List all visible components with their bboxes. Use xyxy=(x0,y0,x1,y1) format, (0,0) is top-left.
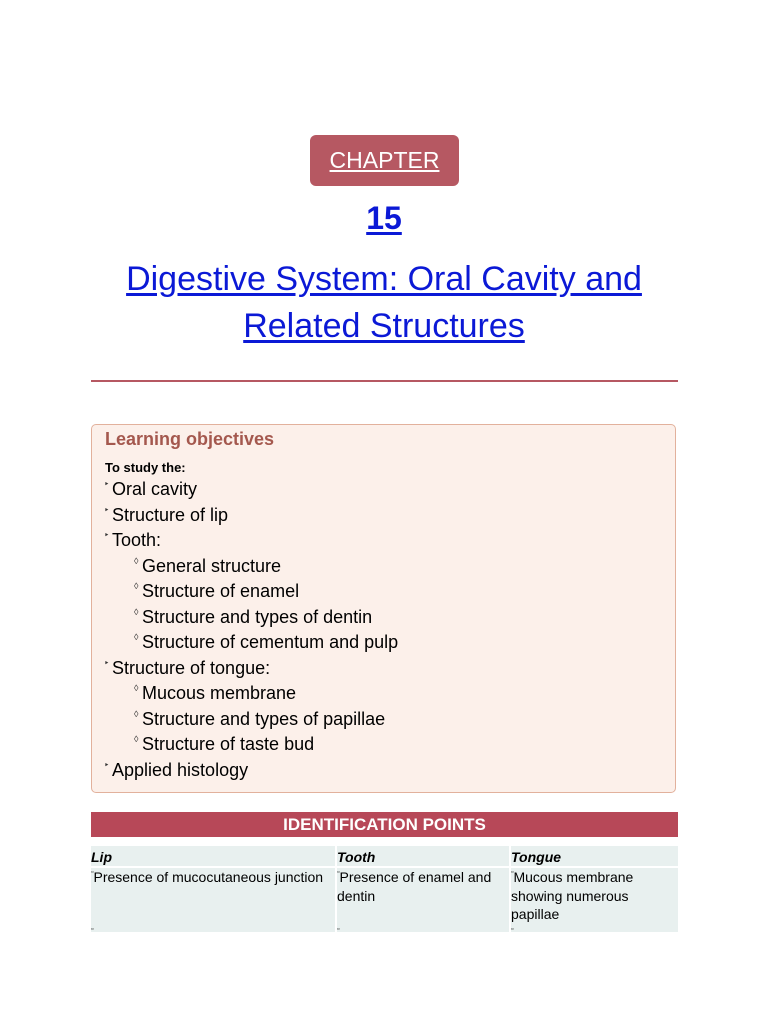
objective-subitem xyxy=(104,579,398,605)
triangle-bullet-icon: ‣ xyxy=(104,759,110,770)
diamond-bullet-icon: ◊ xyxy=(134,683,139,693)
objective-label: Mucous membrane xyxy=(142,683,297,703)
objective-subitem xyxy=(104,605,398,631)
learning-objectives-box xyxy=(91,424,676,793)
diamond-bullet-icon: ◊ xyxy=(134,555,139,566)
triangle-bullet-icon: ‣ xyxy=(104,657,110,668)
objective-subitem xyxy=(104,554,398,580)
objective-label: Structure of lip xyxy=(112,504,229,525)
objective-label: Structure of enamel xyxy=(142,581,300,601)
cell-marker-icon: ▫ xyxy=(337,869,340,876)
objective-item xyxy=(104,528,398,554)
objective-label: Structure of cementum and pulp xyxy=(142,632,399,652)
identification-column-tooth xyxy=(337,846,509,932)
objective-item xyxy=(104,656,398,682)
objective-label: Applied histology xyxy=(112,759,249,780)
identification-banner-label: IDENTIFICATION POINTS xyxy=(283,814,486,834)
row-end-marker-icon: ▫ xyxy=(511,926,514,933)
objective-label: Structure of tongue: xyxy=(112,657,271,678)
triangle-bullet-icon: ‣ xyxy=(104,504,110,515)
column-cell xyxy=(511,868,651,924)
objectives-list xyxy=(104,477,398,783)
objective-subitem xyxy=(104,707,398,733)
diamond-bullet-icon: ◊ xyxy=(134,632,139,642)
cell-text: Presence of enamel and dentin xyxy=(337,869,492,904)
objectives-heading: Learning objectives xyxy=(105,429,275,449)
diamond-bullet-icon: ◊ xyxy=(134,734,139,744)
row-end-marker-icon: ▫ xyxy=(91,926,94,933)
identification-column-lip xyxy=(91,846,335,932)
objective-label: General structure xyxy=(142,555,282,576)
objective-label: Tooth: xyxy=(112,530,162,550)
objective-label: Structure of taste bud xyxy=(142,734,315,754)
objective-label: Oral cavity xyxy=(112,479,198,499)
diamond-bullet-icon: ◊ xyxy=(134,581,139,591)
chapter-label: CHAPTER xyxy=(329,147,440,173)
objective-item xyxy=(104,477,398,503)
row-end-marker-icon: ▫ xyxy=(337,926,340,933)
objective-label: Structure and types of papillae xyxy=(142,708,386,729)
identification-banner xyxy=(91,812,678,837)
title-divider xyxy=(91,380,678,382)
objective-subitem xyxy=(104,630,398,656)
objective-label: Structure and types of dentin xyxy=(142,606,373,627)
column-cell xyxy=(91,868,331,887)
chapter-number[interactable]: 15 xyxy=(366,200,402,236)
column-header: Tooth xyxy=(337,849,376,865)
cell-marker-icon: ▫ xyxy=(91,869,94,876)
chapter-badge xyxy=(310,135,459,186)
column-header: Tongue xyxy=(511,849,562,865)
diamond-bullet-icon: ◊ xyxy=(134,708,139,719)
cell-text: Mucous membrane showing numerous papillae xyxy=(511,869,634,922)
objective-item xyxy=(104,503,398,529)
objective-item xyxy=(104,758,398,784)
column-cell xyxy=(337,868,503,905)
objective-subitem xyxy=(104,732,398,758)
objectives-intro: To study the: xyxy=(105,460,186,475)
cell-marker-icon: ▫ xyxy=(511,869,514,876)
triangle-bullet-icon: ‣ xyxy=(104,479,110,489)
column-header: Lip xyxy=(91,849,112,865)
diamond-bullet-icon: ◊ xyxy=(134,606,139,617)
objective-subitem xyxy=(104,681,398,707)
identification-column-tongue xyxy=(511,846,678,932)
triangle-bullet-icon: ‣ xyxy=(104,530,110,540)
identification-table xyxy=(91,846,678,932)
cell-text: Presence of mucocutaneous junction xyxy=(93,869,324,885)
chapter-title[interactable]: Digestive System: Oral Cavity and Related Structures xyxy=(126,260,642,345)
